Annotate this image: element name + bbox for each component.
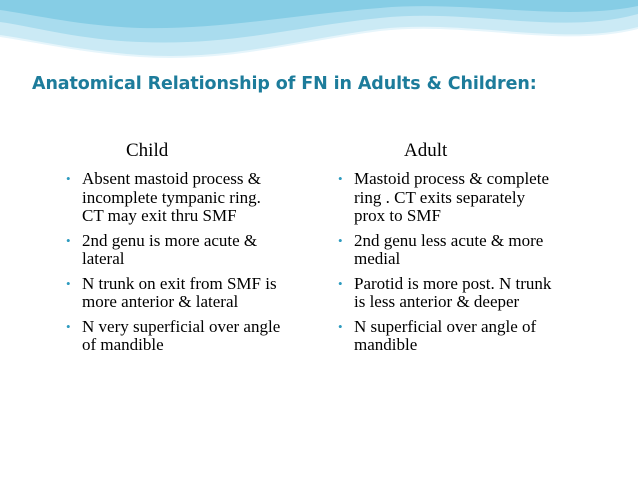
child-heading: Child — [126, 140, 169, 161]
adult-list — [336, 170, 556, 355]
bullet-icon: • — [338, 171, 343, 186]
bullet-icon: • — [338, 232, 343, 248]
list-item-text: 2nd genu is more acute & lateral — [82, 230, 258, 268]
child-column — [64, 140, 284, 361]
bullet-icon: • — [66, 275, 71, 291]
list-item-text: Parotid is more post. N trunk is less anterior & deeper — [354, 273, 552, 311]
slide-title: Anatomical Relationship of FN in Adults & Children: — [32, 74, 537, 94]
list-item — [64, 232, 284, 269]
list-item — [336, 318, 556, 355]
adult-column — [336, 140, 556, 361]
child-list — [64, 170, 284, 355]
bullet-icon: • — [338, 318, 343, 334]
list-item — [64, 318, 284, 355]
list-item-text: N very superficial over angle of mandible — [82, 316, 281, 354]
list-item-text: N superficial over angle of mandible — [354, 316, 537, 354]
bullet-icon: • — [66, 232, 71, 248]
list-item — [336, 275, 556, 312]
list-item — [336, 170, 556, 226]
bullet-icon: • — [338, 275, 343, 291]
list-item-text: 2nd genu less acute & more medial — [354, 230, 544, 268]
list-item — [336, 232, 556, 269]
bullet-icon: • — [66, 318, 71, 334]
list-item-text: Absent mastoid process & incomplete tympanic ring. CT may exit thru SMF — [82, 169, 261, 225]
list-item — [64, 275, 284, 312]
header-wave-decoration — [0, 0, 638, 80]
list-item-text: N trunk on exit from SMF is more anterior & lateral — [82, 273, 277, 311]
adult-heading: Adult — [404, 140, 448, 161]
list-item-text: Mastoid process & complete ring . CT exits separately prox to SMF — [354, 169, 549, 225]
list-item — [64, 170, 284, 226]
bullet-icon: • — [66, 171, 71, 186]
